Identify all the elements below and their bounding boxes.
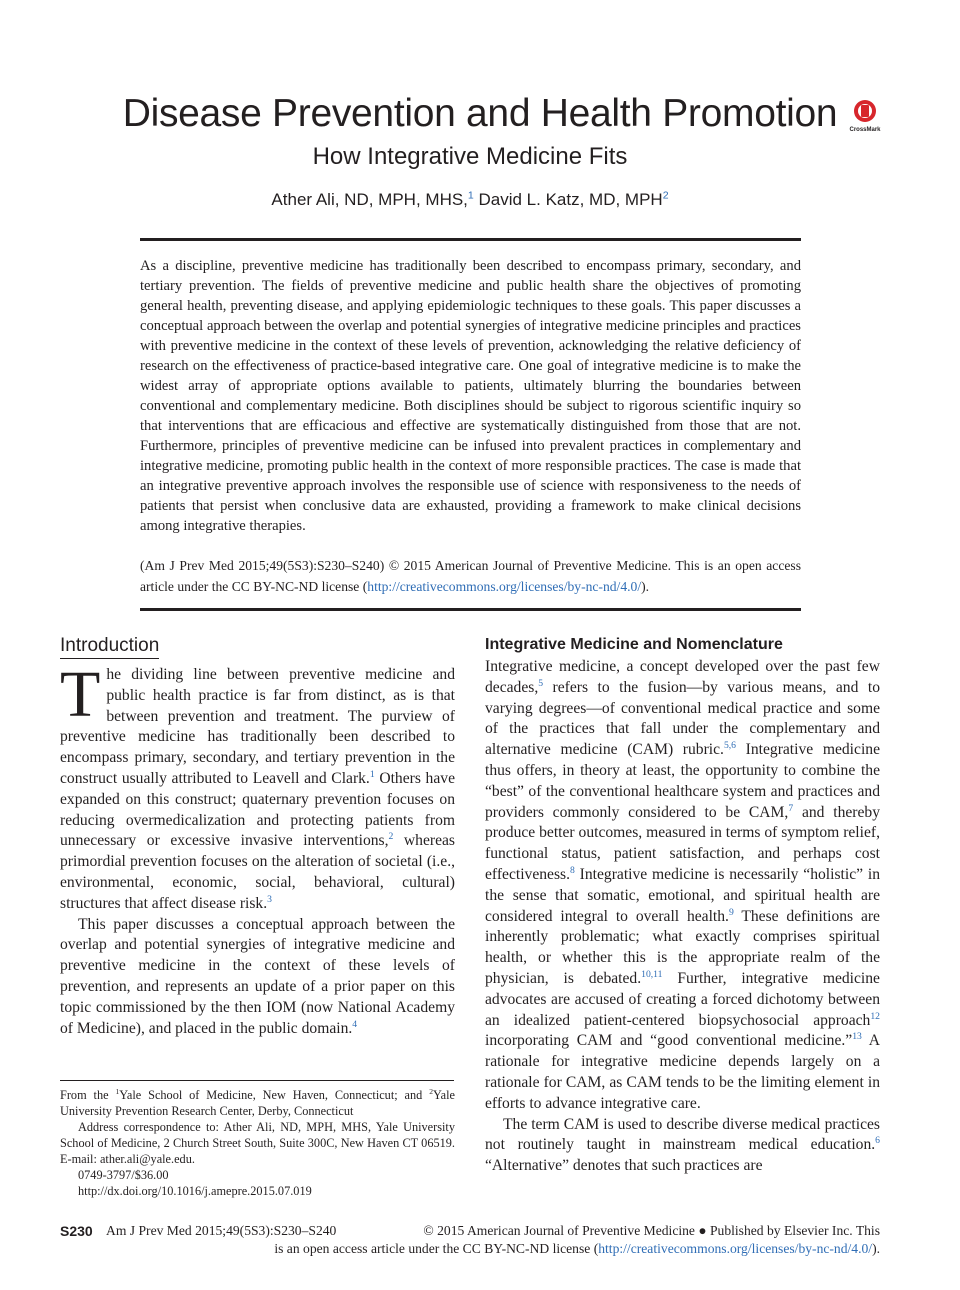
paragraph-text: These definitions are inherently problematic; what exactly comprises spiritual health, or whether this is the appropriate realm of the physician, is debated. (485, 907, 880, 987)
abstract (140, 256, 801, 536)
footnote-text: Yale School of Medicine, New Haven, Connecticut; and (119, 1088, 430, 1102)
paragraph-text: “Alternative” denotes that such practices are (485, 1157, 763, 1175)
copyright-notice: © 2015 American Journal of Preventive Medicine ● Published by Elsevier Inc. This (423, 1223, 880, 1238)
paragraph-text: Integrative medicine thus offers, in theory at least, the opportunity to combine the “best” of the conventional healthcare system and practices and providers commonly considered to be CAM, (485, 741, 880, 821)
citation-text: (Am J Prev Med 2015;49(5S3):S230–S240) © 2015 American Journal of Preventive Medicine. This is an open access article under the CC BY-NC-ND license ( (140, 558, 801, 594)
paragraph-text: This paper discusses a conceptual approach between the overlap and potential synergies of integrative medicine and preventive medicine in the context of these levels of prevention, and represents an update of a prior paper on this topic commissioned by the then IOM (now National Academy of Medicine), and placed in the public domain. (60, 915, 455, 1037)
intro-paragraph-1 (60, 658, 455, 915)
reference-link[interactable]: 6 (875, 1135, 880, 1147)
footnote-rule (60, 1080, 454, 1081)
intro-paragraph-2 (60, 915, 455, 1040)
left-column (60, 658, 455, 1039)
license-link[interactable]: http://creativecommons.org/licenses/by-nc-nd/4.0/ (367, 579, 642, 594)
paragraph-text: refers to the fusion—by various means, and to varying degrees—of conventional medical practice and some of the practices that fall under the complementary and alternative medicine (CAM) rubric. (485, 678, 880, 759)
paragraph-text: Integrative medicine, a concept developed over the past few decades, (485, 658, 880, 696)
paragraph-text: The term CAM is used to describe diverse medical practices not routinely taught in mainstream medical education. (485, 1115, 880, 1154)
paragraph-text: and thereby produce better outcomes, measured in terms of symptom relief, functional status, patient satisfaction, and perhaps cost effectiveness. (485, 803, 880, 883)
right-column (485, 657, 880, 1177)
svg-text:CrossMark: CrossMark (849, 127, 881, 133)
abstract-top-rule (140, 238, 801, 241)
reference-link[interactable]: 5 (538, 677, 544, 689)
license-end: ). (872, 1241, 880, 1256)
abstract-bottom-rule (140, 608, 801, 611)
nomenclature-paragraph-1 (485, 657, 880, 1115)
reference-link[interactable]: 7 (788, 802, 794, 814)
reference-link[interactable]: 10,11 (641, 968, 663, 980)
journal-reference: Am J Prev Med 2015;49(5S3):S230–S240 (106, 1223, 337, 1238)
reference-link[interactable]: 3 (267, 893, 272, 905)
reference-link[interactable]: 12 (870, 1010, 880, 1022)
reference-link[interactable]: 1 (369, 768, 375, 780)
reference-link[interactable]: 9 (728, 906, 734, 918)
footnote-text: From the (60, 1088, 116, 1102)
license-link[interactable]: http://creativecommons.org/licenses/by-nc-nd/4.0/ (598, 1241, 873, 1256)
reference-link[interactable]: 5,6 (723, 740, 737, 751)
paragraph-text: he dividing line between preventive medicine and public health practice is far from distinct, as is that between prevention and treatment. The purview of preventive medicine has traditionally been described to encompass primary, secondary, and tertiary prevention in the construct usually attributed to Leavell and Clark. (60, 666, 455, 787)
article-title: Disease Prevention and Health Promotion (122, 92, 838, 135)
affiliations (60, 1087, 455, 1119)
section-heading-nomenclature: Integrative Medicine and Nomenclature (485, 636, 783, 653)
affiliation-ref[interactable]: 1 (467, 189, 474, 202)
affiliation-ref[interactable]: 2 (662, 189, 669, 202)
author-list (0, 190, 940, 210)
paragraph-text: incorporating CAM and “good conventional medicine.” (485, 1032, 853, 1050)
abstract-citation (140, 555, 801, 597)
footnotes (60, 1087, 455, 1199)
nomenclature-paragraph-2 (485, 1115, 880, 1177)
abstract-text: As a discipline, preventive medicine has traditionally been described to encompass primary, secondary, and tertiary prevention. The fields of preventive medicine and public health share the objectives of promoting general health, preventing disease, and applying epidemiologic techniques to these goals. This paper discusses a conceptual approach between the overlap and potential synergies of integrative medicine principles and practices with preventive medicine in the context of these levels of prevention, acknowledging the relative deficiency of research on the effectiveness of practice-based integrative care. One goal of integrative medicine is to make the widest array of appropriate options available to patients, ultimately blurring the boundaries between conventional and complementary medicine. Both disciplines should be subject to rigorous scientific inquiry so that interventions that are efficacious and effective are systematically distinguished from those that are not. Furthermore, principles of preventive medicine can be infused into prevalent practices in complementary and integrative medicine, promoting public health in the context of more responsible practices. The case is made that an integrative preventive approach involves the responsible use of science with responsiveness to the needs of patients that persist when conclusive data are exhausted, providing a framework to make clinical decisions among integrative therapies. (140, 258, 801, 534)
crossmark-icon[interactable] (846, 98, 884, 134)
reference-link[interactable]: 13 (852, 1031, 862, 1043)
affiliation-marker: 2 (429, 1086, 434, 1096)
reference-link[interactable]: 2 (388, 831, 394, 843)
license-text: is an open access article under the CC BY-NC-ND license ( (274, 1241, 599, 1256)
affiliation-marker: 1 (115, 1086, 120, 1096)
author-name: David L. Katz, MD, MPH (478, 190, 663, 209)
section-heading-introduction: Introduction (60, 635, 159, 659)
paragraph-text: Others have expanded on this construct; quaternary prevention focuses on reducing overmedicalization and protecting patients from unnecessary or excessive invasive interventions, (60, 769, 455, 850)
citation-end: ). (641, 579, 650, 594)
author-name: Ather Ali, ND, MPH, MHS, (271, 190, 468, 209)
footnote-text: Yale University Prevention Research Center, Derby, Connecticut (60, 1088, 455, 1118)
correspondence: Address correspondence to: Ather Ali, ND, MPH, MHS, Yale University School of Medicine, 2 Church Street South, Suite 300C, New Haven CT 06519. E-mail: ather.ali@yale.edu. (60, 1120, 455, 1166)
paragraph-text: A rationale for integrative medicine depends largely on a rationale for CAM, as CAM tends to be the limiting element in efforts to advance integrative care. (485, 1032, 880, 1112)
drop-cap: T (60, 658, 101, 731)
reference-link[interactable]: 4 (352, 1018, 358, 1030)
license-notice (274, 1240, 880, 1258)
doi-link[interactable]: http://dx.doi.org/10.1016/j.amepre.2015.07.019 (78, 1184, 312, 1198)
reference-link[interactable]: 8 (570, 864, 575, 876)
page-number: S230 (60, 1223, 93, 1239)
paragraph-text: whereas primordial prevention focuses on the alteration of societal (i.e., environmental, economic, social, behavioral, cultural) structures that affect disease risk. (60, 832, 455, 912)
paragraph-text: Integrative medicine is necessarily “holistic” in the sense that somatic, emotional, and spiritual health are considered integral to overall health. (485, 865, 880, 925)
issn-price: 0749-3797/$36.00 (78, 1168, 169, 1182)
paragraph-text: Further, integrative medicine advocates are accused of creating a forced dichotomy between an idealized patient-centered biopsychosocial approach (485, 969, 880, 1029)
article-subtitle: How Integrative Medicine Fits (312, 143, 628, 170)
